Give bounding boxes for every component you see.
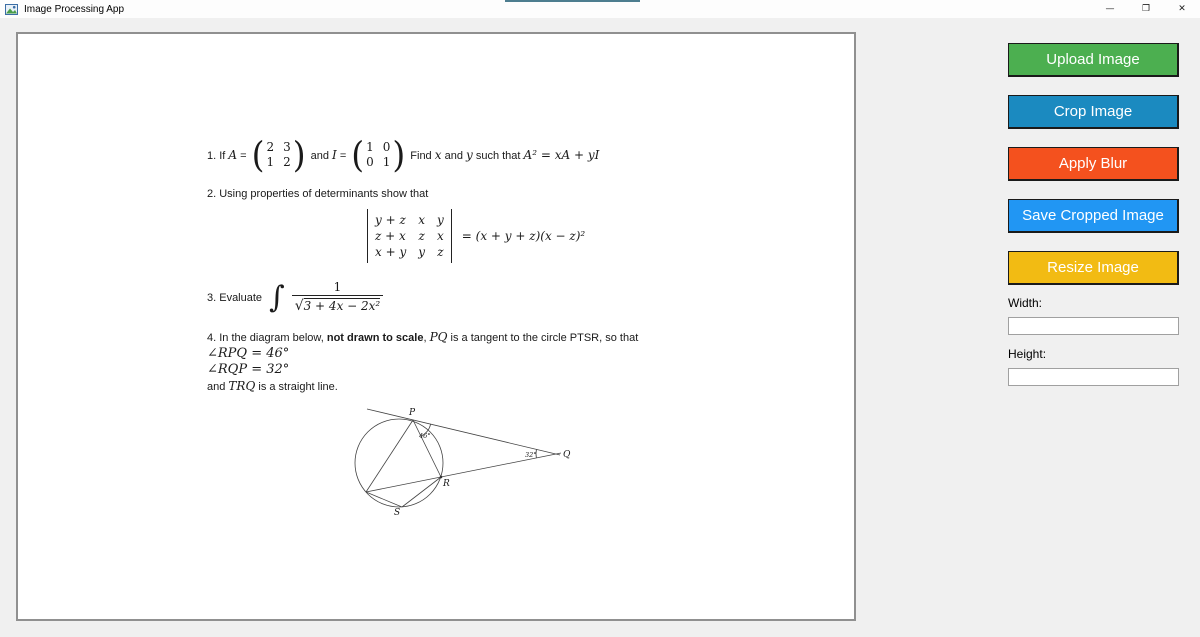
close-button[interactable]: ✕ — [1178, 4, 1186, 14]
label-S: S — [394, 508, 401, 518]
width-input[interactable] — [1008, 317, 1179, 335]
height-label: Height: — [1008, 347, 1047, 361]
resize-image-button[interactable]: Resize Image — [1008, 251, 1179, 285]
circle-geometry-diagram — [342, 404, 572, 522]
app-icon — [5, 3, 18, 16]
document-image — [18, 34, 854, 619]
integral-sign: ∫ — [269, 279, 285, 315]
matrix-I: ( 1 0 0 1 ) — [351, 133, 406, 176]
window-title: Image Processing App — [24, 3, 125, 15]
minimize-button[interactable]: — — [1105, 4, 1115, 14]
crop-image-button[interactable]: Crop Image — [1008, 95, 1179, 129]
height-input[interactable] — [1008, 368, 1179, 386]
upload-image-button[interactable]: Upload Image — [1008, 43, 1179, 77]
title-bar — [0, 0, 1200, 18]
save-cropped-image-button[interactable]: Save Cropped Image — [1008, 199, 1179, 233]
label-P: P — [408, 408, 416, 418]
tangent-line-PQ — [367, 409, 560, 455]
maximize-button[interactable]: ❐ — [1141, 4, 1151, 14]
label-Q: Q — [563, 450, 571, 460]
apply-blur-button[interactable]: Apply Blur — [1008, 147, 1179, 181]
label-R: R — [443, 479, 450, 489]
question-4: 4. In the diagram below, not drawn to scale, PQ is a tangent to the circle PTSR, so that ∠RPQ = 46° ∠RQP = 32° and TRQ is a straight line. — [207, 330, 639, 393]
label-angle-32: 32° — [525, 451, 537, 459]
question-3: 3. Evaluate ∫ $\frac{1}{\text{√3 + 4x − 2x²}}$ — [207, 280, 383, 315]
top-accent-bar — [505, 0, 640, 2]
sqrt-sign: √ — [294, 298, 304, 314]
matrix-A: ( 2 3 1 2 ) — [251, 133, 306, 176]
point-R-dot — [440, 476, 443, 479]
determinant-equation: y + z x y z + x z x x + y y z = (x + y + z)(x − z)² — [367, 209, 585, 263]
question-2: 2. Using properties of determinants show that — [207, 188, 429, 200]
width-label: Width: — [1008, 296, 1043, 310]
question-1: 1. If A = ( 2 3 1 2 ) and I = ( 1 0 0 1 ) Find x and y such that A² = xA + yI — [207, 133, 600, 176]
image-canvas[interactable] — [16, 32, 856, 621]
label-angle-46: 46° — [419, 432, 431, 440]
chord-SR — [402, 477, 441, 507]
chord-PT — [366, 420, 413, 492]
